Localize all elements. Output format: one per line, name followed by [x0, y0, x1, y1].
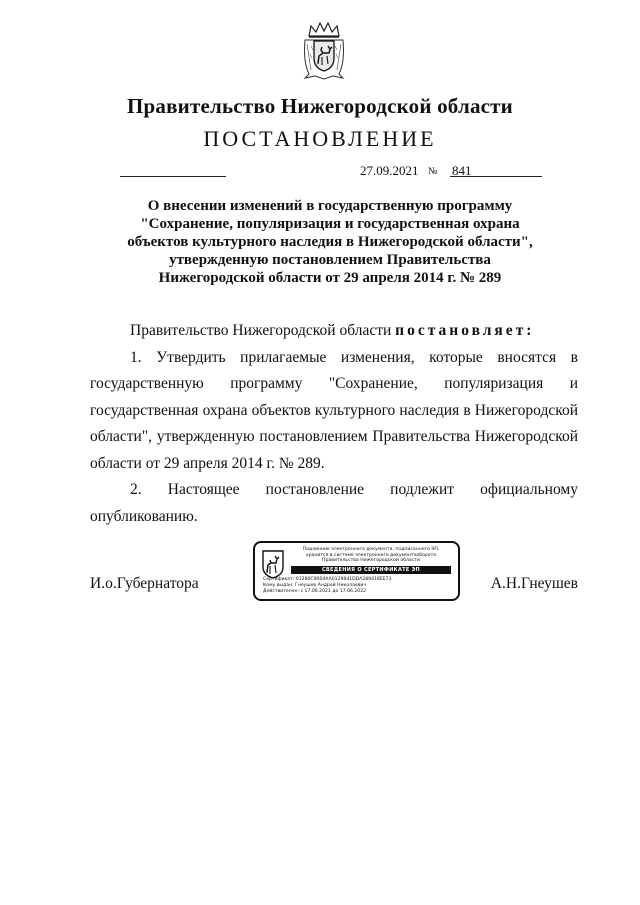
signer-name: А.Н.Гнеушев: [490, 575, 578, 592]
subject-line: О внесении изменений в государственную программу: [147, 198, 513, 214]
stamp-caption-line: хранится в системе электронного документооборота: [305, 552, 437, 558]
organization-title: Правительство Нижегородской области: [127, 94, 513, 118]
stamp-caption-line: Подлинник электронного документа, подписанного ЭП,: [302, 547, 440, 552]
subject-line: утвержденную постановлением Правительства: [169, 252, 491, 268]
nizhny-novgorod-coat-of-arms-icon: [301, 20, 347, 80]
document-type: ПОСТАНОВЛЕНИЕ: [203, 126, 437, 151]
stamp-issued-to: Кому выдан: Гнеушев Андрей Николаевич: [263, 583, 367, 588]
stamp-certificate: Сертификат: 01280C9004AA0129841DDA289418EE73: [263, 577, 392, 582]
number-underline: [450, 176, 542, 177]
body-item-2: 2. Настоящее постановление подлежит официальному опубликованию.: [90, 481, 578, 525]
document-subject: [100, 197, 560, 287]
stamp-caption-line: Правительства Нижегородской области: [322, 558, 420, 564]
document-date: 27.09.2021: [360, 163, 419, 178]
stamp-title-bar: СВЕДЕНИЯ О СЕРТИФИКАТЕ ЭП: [291, 566, 451, 574]
stamp-caption: [289, 547, 453, 564]
signer-position: И.о.Губернатора: [90, 575, 199, 592]
document-body: [90, 318, 578, 530]
deer-emblem-icon: [261, 549, 285, 579]
e-signature-stamp: [253, 541, 460, 601]
stamp-certificate-info: [263, 577, 453, 595]
number-sign: №: [428, 166, 438, 177]
date-underline-left: [120, 176, 226, 177]
decree-word: постановляет:: [395, 322, 535, 339]
document-number: 841: [452, 163, 472, 178]
stamp-valid: Действителен: с 17.06.2021 до 17.06.2022: [263, 589, 367, 594]
subject-line: "Сохранение, популяризация и государственная охрана: [140, 216, 520, 232]
preamble-paragraph: [90, 318, 578, 345]
subject-line: Нижегородской области от 29 апреля 2014 г. № 289: [158, 270, 502, 286]
preamble-text: Правительство Нижегородской области: [130, 322, 396, 339]
body-item-1: 1. Утвердить прилагаемые изменения, которые вносятся в государственную программу "Сохранение, популяризация и государственная охрана объектов культурного наследия в Нижегородской области", утвержденную постановлением Правительства Нижегородской области от 29 апреля 2014 г. № 289.: [90, 348, 578, 472]
subject-line: объектов культурного наследия в Нижегородской области",: [127, 234, 533, 250]
